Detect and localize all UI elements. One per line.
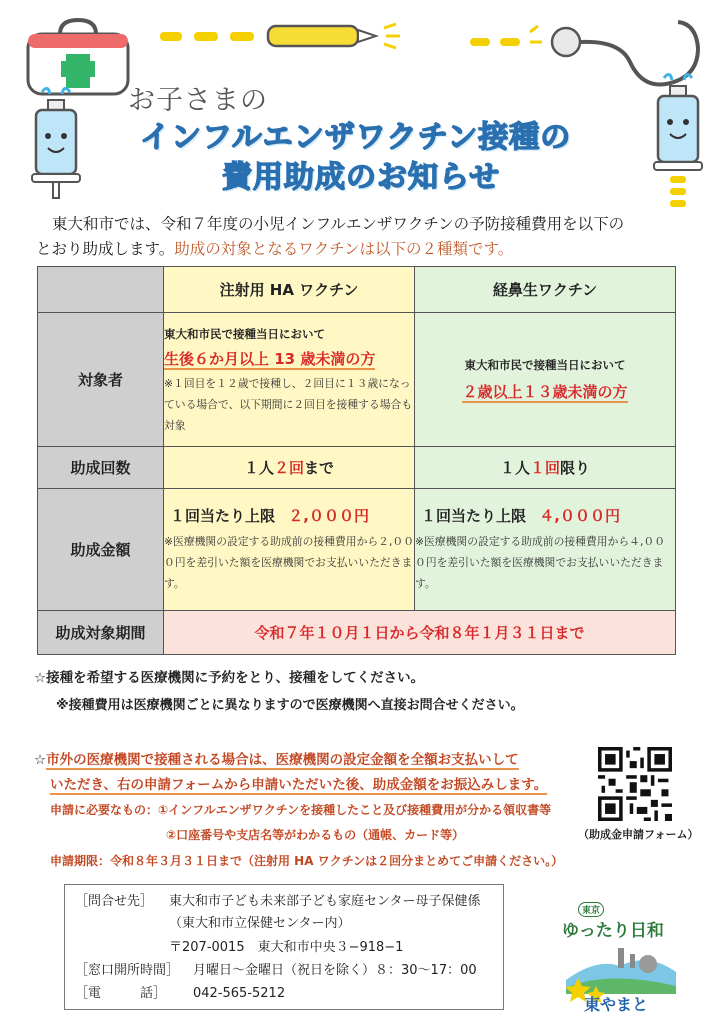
amount-nasal-cell [415,489,676,611]
note-reservation: ☆接種を希望する医療機関に予約をとり、接種をしてください。 [34,670,425,686]
count-nasal-cell [415,447,676,489]
intro-line2 [36,237,686,262]
deadline: 申請期限：令和８年３月３１日まで（注射用 HA ワクチンは２回分まとめてご申請ください。） [50,854,564,868]
target-nasal-cell [415,313,676,447]
amount-injection-note: ※医療機関の設定する助成前の接種費用から２,０００円を差引いた額を医療機関でお支払いいただきます。 [164,534,415,590]
count-nasal-b: １回 [529,459,560,477]
subsidy-table [37,266,676,655]
intro-paragraph [36,212,686,262]
contact-org-sub: （東大和市立保健センター内） [169,916,351,931]
col-header-nasal: 経鼻生ワクチン [415,267,676,313]
target-nasal-pre: 東大和市民で接種当日において [464,358,626,372]
page-title-line2: 費用助成のお知らせ [222,160,501,195]
needs-item1: ①インフルエンザワクチンを接種したこと及び接種費用が分かる領収書等 [158,803,552,817]
logo-city-name: 東やまと [584,995,649,1014]
thermometer-icon [160,22,410,52]
contact-hours-label: ［窓口開所時間］ [75,963,180,978]
intro-line2-a: とおり助成します。 [36,240,175,258]
note-outside-line2-wrap [50,773,547,793]
amount-injection-b: ２,０００円 [288,506,369,525]
table-header-row [38,267,676,313]
amount-nasal-a: １回当たり上限 [421,506,527,525]
count-injection-cell [164,447,415,489]
count-nasal-c: 限り [560,459,591,477]
contact-label: ［問合せ先］ [75,894,154,909]
table-row-target [38,313,676,447]
star-mark: ☆ [34,752,47,768]
needs-item2: ②口座番号や支店名等がわかるもの（通帳、カード等） [166,828,465,842]
row-label-period: 助成対象期間 [38,611,164,655]
note-outside-block [34,748,519,768]
syringe-character-left-icon [28,84,84,202]
contact-org: 東大和市子ども未来部子ども家庭センター母子保健係 [169,894,481,909]
note-outside-line1: 市外の医療機関で接種される場合は、医療機関の設定金額を全額お支払いして [46,752,519,768]
count-injection-c: まで [304,459,335,477]
row-label-target: 対象者 [38,313,164,447]
logo-badge: 東京 [578,902,604,917]
target-injection-note: ※１回目を１２歳で接種し、２回目に１３歳になっている場合で、以下期間に２回目を接種する場合も対象 [164,376,413,432]
city-logo [556,900,686,1012]
table-corner-cell [38,267,164,313]
row-label-count: 助成回数 [38,447,164,489]
page-title-line1: インフルエンザワクチン接種の [140,120,572,155]
intro-line2-highlight: 助成の対象となるワクチンは以下の２種類です。 [174,240,514,258]
contact-tel-label: ［電 話］ [75,986,167,1001]
target-injection-main: 生後６か月以上 13 歳未満の方 [164,349,376,368]
target-injection-cell [164,313,415,447]
period-value: 令和７年１０月１日から令和８年１月３１日まで [164,611,676,655]
intro-line1: 東大和市では、令和７年度の小児インフルエンザワクチンの予防接種費用を以下の [52,215,625,233]
amount-nasal-note: ※医療機関の設定する助成前の接種費用から４,０００円を差引いた額を医療機関でお支払いいただきます。 [415,534,666,590]
col-header-injection: 注射用 HA ワクチン [164,267,415,313]
needs-label: 申請に必要なもの： [50,803,159,817]
qr-code-icon[interactable] [598,747,672,821]
note-cost-varies: ※接種費用は医療機関ごとに異なりますので医療機関へ直接お問合せください。 [56,698,524,713]
target-injection-pre: 東大和市民で接種当日において [164,326,325,341]
count-injection-b: ２回 [273,459,304,477]
amount-nasal-b: ４,０００円 [539,506,620,525]
table-row-period [38,611,676,655]
table-row-amount [38,489,676,611]
contact-hours: 月曜日〜金曜日（祝日を除く）８：30〜17：00 [193,963,477,978]
contact-address: 〒207-0015 東大和市中央３−918−1 [169,940,404,955]
page-subtitle: お子さまの [128,85,268,116]
table-row-count [38,447,676,489]
contact-tel[interactable]: 042-565-5212 [193,986,286,1001]
syringe-character-right-icon [648,70,708,210]
row-label-amount: 助成金額 [38,489,164,611]
count-injection-a: １人 [243,459,274,477]
amount-injection-a: １回当たり上限 [170,506,276,525]
target-nasal-main: ２歳以上１３歳未満の方 [462,383,628,401]
needs-line1 [50,801,551,818]
qr-caption: （助成金申請フォーム） [578,828,699,841]
note-outside-line2: いただき、右の申請フォームから申請いただいた後、助成金額をお振込みします。 [50,777,548,793]
count-nasal-a: １人 [499,459,530,477]
logo-tagline: ゆったり日和 [562,921,664,941]
contact-box [64,884,504,1010]
amount-injection-cell [164,489,415,611]
